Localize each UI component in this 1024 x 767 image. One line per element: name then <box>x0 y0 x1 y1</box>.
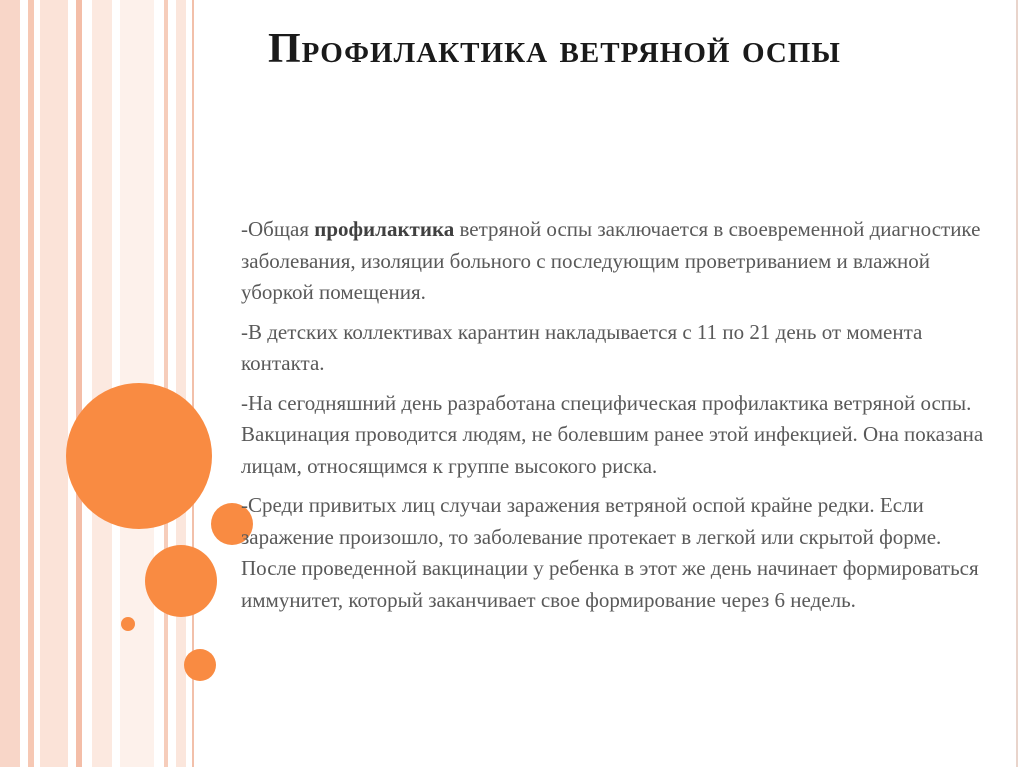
decor-stripe <box>76 0 82 767</box>
slide-body <box>241 214 996 624</box>
slide-title: Профилактика ветряной оспы <box>268 26 841 72</box>
paragraph: -Среди привитых лиц случаи заражения ветряной оспой крайне редки. Если заражение произошло, то заболевание протекает в легкой или скрытой форме. После проведенной вакцинации у ребенка в этот же день начинает формироваться иммунитет, который заканчивает свое формирование через 6 недель. <box>241 493 979 612</box>
decor-circle-tiny <box>121 617 135 631</box>
decor-stripe-right <box>1016 0 1018 767</box>
paragraph-text: ветряной оспы заключается в своевременной диагностике заболевания, изоляции больного с последующим проветриванием и влажной уборкой помещения. <box>241 217 981 304</box>
decor-stripe <box>0 0 20 767</box>
decor-stripe <box>92 0 112 767</box>
decor-stripe <box>28 0 34 767</box>
paragraph: -На сегодняшний день разработана специфическая профилактика ветряной оспы. Вакцинация проводится людям, не болевшим ранее этой инфекцией. Она показана лицам, относящимся к группе высокого риска. <box>241 390 984 478</box>
paragraph <box>241 214 996 309</box>
decor-circle-medium <box>145 545 217 617</box>
paragraph: -В детских коллективах карантин накладывается с 11 по 21 день от момента контакта. <box>241 319 923 375</box>
decor-stripe <box>176 0 186 767</box>
decor-stripe <box>40 0 68 767</box>
decor-stripe <box>164 0 168 767</box>
decor-circle-large <box>66 383 212 529</box>
decor-circle-small <box>184 649 216 681</box>
paragraph-text: -Общая <box>241 217 315 241</box>
paragraph-bold-text: профилактика <box>314 217 455 241</box>
